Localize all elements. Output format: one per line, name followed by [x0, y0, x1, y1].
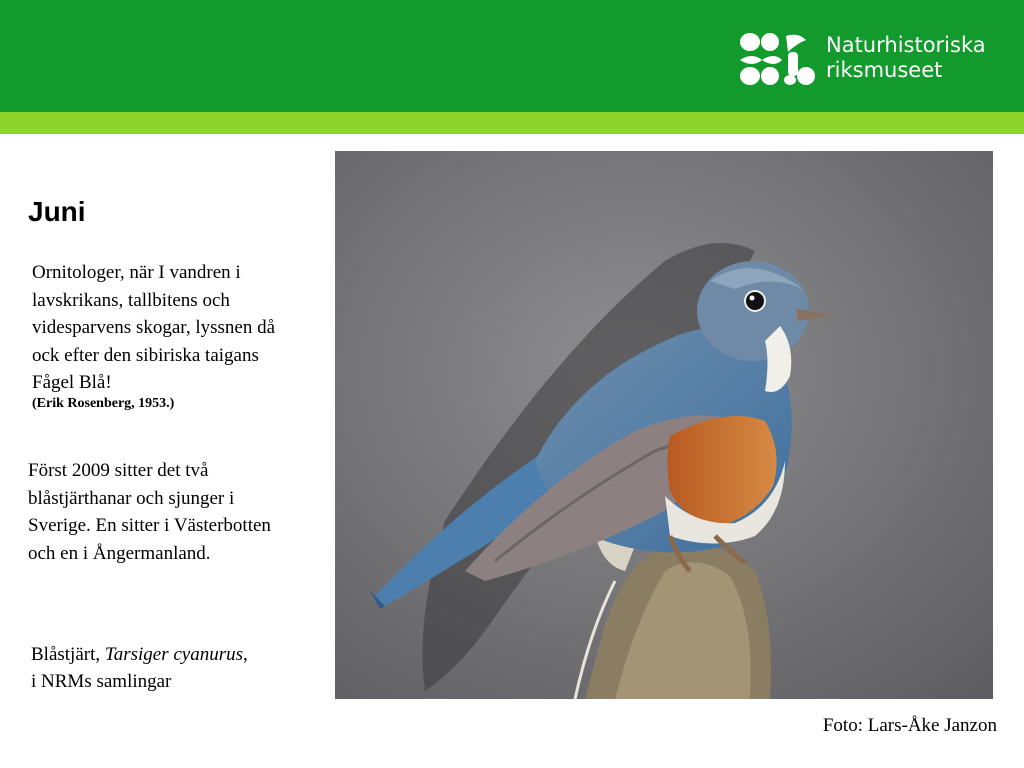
caption-prefix: Blåstjärt,: [31, 644, 105, 665]
info-paragraph: Först 2009 sitter det två blåstjärthanar och sjunger i Sverige. En sitter i Västerbotten och en i Ångermanland.: [28, 460, 271, 564]
photo-credit: Foto: Lars-Åke Janzon: [822, 715, 997, 736]
quote-paragraph: Ornitologer, när I vandren i lavskrikans, tallbitens och videsparvens skogar, lyssnen då ock efter den sibiriska taigans Fågel Blå!: [32, 262, 276, 393]
logo-line1: Naturhistoriska: [826, 33, 986, 57]
bird-photo: [335, 151, 993, 699]
quote-citation: (Erik Rosenberg, 1953.): [32, 396, 175, 411]
photo-caption: [31, 641, 311, 695]
bird-illustration-icon: [335, 151, 993, 699]
logo-line2: riksmuseet: [826, 58, 943, 82]
logo-text: [826, 33, 986, 83]
header-stripe: [0, 112, 1024, 134]
caption-suffix: ,: [243, 644, 248, 665]
slide-title: Juni: [28, 196, 86, 227]
logo-mark-icon: [738, 30, 816, 86]
caption-species: Tarsiger cyanurus: [104, 644, 244, 665]
caption-line2: i NRMs samlingar: [31, 671, 172, 692]
museum-logo: [738, 30, 986, 86]
